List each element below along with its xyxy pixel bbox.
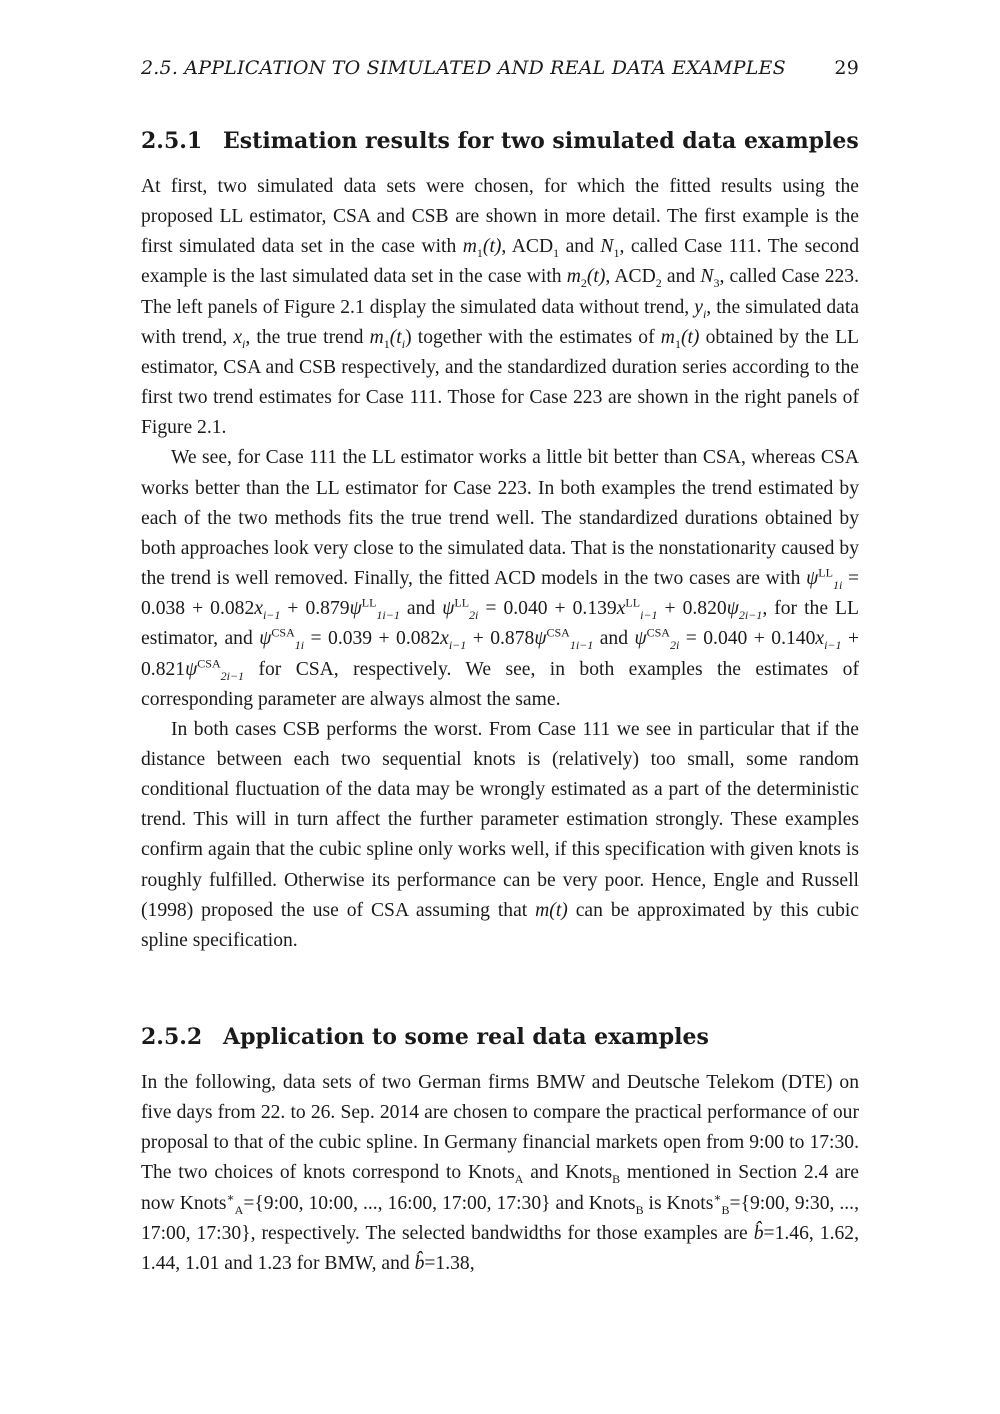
paragraph: In the following, data sets of two German firms BMW and Deutsche Telekom (DTE) on five days from 22. to 26. Sep. 2014 are chosen to compare the practical performance of our proposal to that of the cubic spline. In Germany financial markets open from 9:00 to 17:30. The two choices of knots correspond to Knots$_A$ and Knots$_B$ mentioned in Section 2.4 are now Knots∗$_A$={9:00, 10:00, ..., 16:00, 17:00, 17:30} and Knots$_B$ is Knots∗$_B$={9:00, 9:30, ..., 17:00, 17:30}, respectively. The selected bandwidths for those examples are b̂=1.46, 1.62, 1.44, 1.01 and 1.23 for BMW, and b̂=1.38, — [141, 1072, 859, 1274]
section-heading-2-5-1 — [141, 128, 859, 154]
section-number: 2.5.2 — [141, 1024, 203, 1050]
section-heading-2-5-2 — [141, 1024, 859, 1050]
section-number: 2.5.1 — [141, 128, 203, 154]
section-title: Application to some real data examples — [223, 1024, 709, 1050]
section-2-5-1-body — [141, 172, 859, 956]
section-title: Estimation results for two simulated data examples — [223, 128, 859, 154]
page-number: 29 — [834, 57, 859, 79]
running-header — [141, 57, 859, 79]
paragraph: We see, for Case 111 the LL estimator works a little bit better than CSA, whereas CSA works better than the LL estimator for Case 223. In both examples the trend estimated by each of the two methods fits the true trend well. The standardized durations obtained by both approaches look very close to the simulated data. That is the nonstationarity caused by the trend is well removed. Finally, the fitted ACD models in the two cases are with $\psi^{LL}_{1i} = 0.038 + 0.082x_{i-1} + 0.879\psi^{LL}_{1i-1}$ and $\psi^{LL}_{2i} = 0.040 + 0.139x^{LL}_{i-1} + 0.820\psi_{2i-1}$, for the LL estimator, and $\psi^{CSA}_{1i} = 0.039 + 0.082x_{i-1} + 0.878\psi^{CSA}_{1i-1}$ and $\psi^{CSA}_{2i} = 0.040 + 0.140x_{i-1} + 0.821\psi^{CSA}_{2i-1}$ for CSA, respectively. We see, in both examples the estimates of corresponding parameter are always almost the same. — [141, 447, 860, 710]
running-header-title: 2.5. APPLICATION TO SIMULATED AND REAL DATA EXAMPLES — [141, 57, 786, 79]
paragraph: In both cases CSB performs the worst. From Case 111 we see in particular that if the distance between each two sequential knots is (relatively) too small, some random conditional fluctuation of the data may be wrongly estimated as a part of the deterministic trend. This will in turn affect the further parameter estimation strongly. These examples confirm again that the cubic spline only works well, if this specification with given knots is roughly fulfilled. Otherwise its performance can be very poor. Hence, Engle and Russell (1998) proposed the use of CSA assuming that m(t) can be approximated by this cubic spline specification. — [141, 718, 860, 951]
section-2-5-2-body — [141, 1068, 859, 1279]
paragraph: At first, two simulated data sets were chosen, for which the fitted results using the proposed LL estimator, CSA and CSB are shown in more detail. The first example is the first simulated data set in the case with $m_1(t)$, $ACD_1$ and $N_1$, called Case 111. The second example is the last simulated data set in the case with $m_2(t)$, $ACD_2$ and $N_3$, called Case 223. The left panels of Figure 2.1 display the simulated data without trend, $y_i$, the simulated data with trend, $x_i$, the true trend $m_1(t_i)$ together with the estimates of $m_1(t)$ obtained by the LL estimator, CSA and CSB respectively, and the standardized duration series according to the first two trend estimates for Case 111. Those for Case 223 are shown in the right panels of Figure 2.1. — [141, 176, 860, 439]
